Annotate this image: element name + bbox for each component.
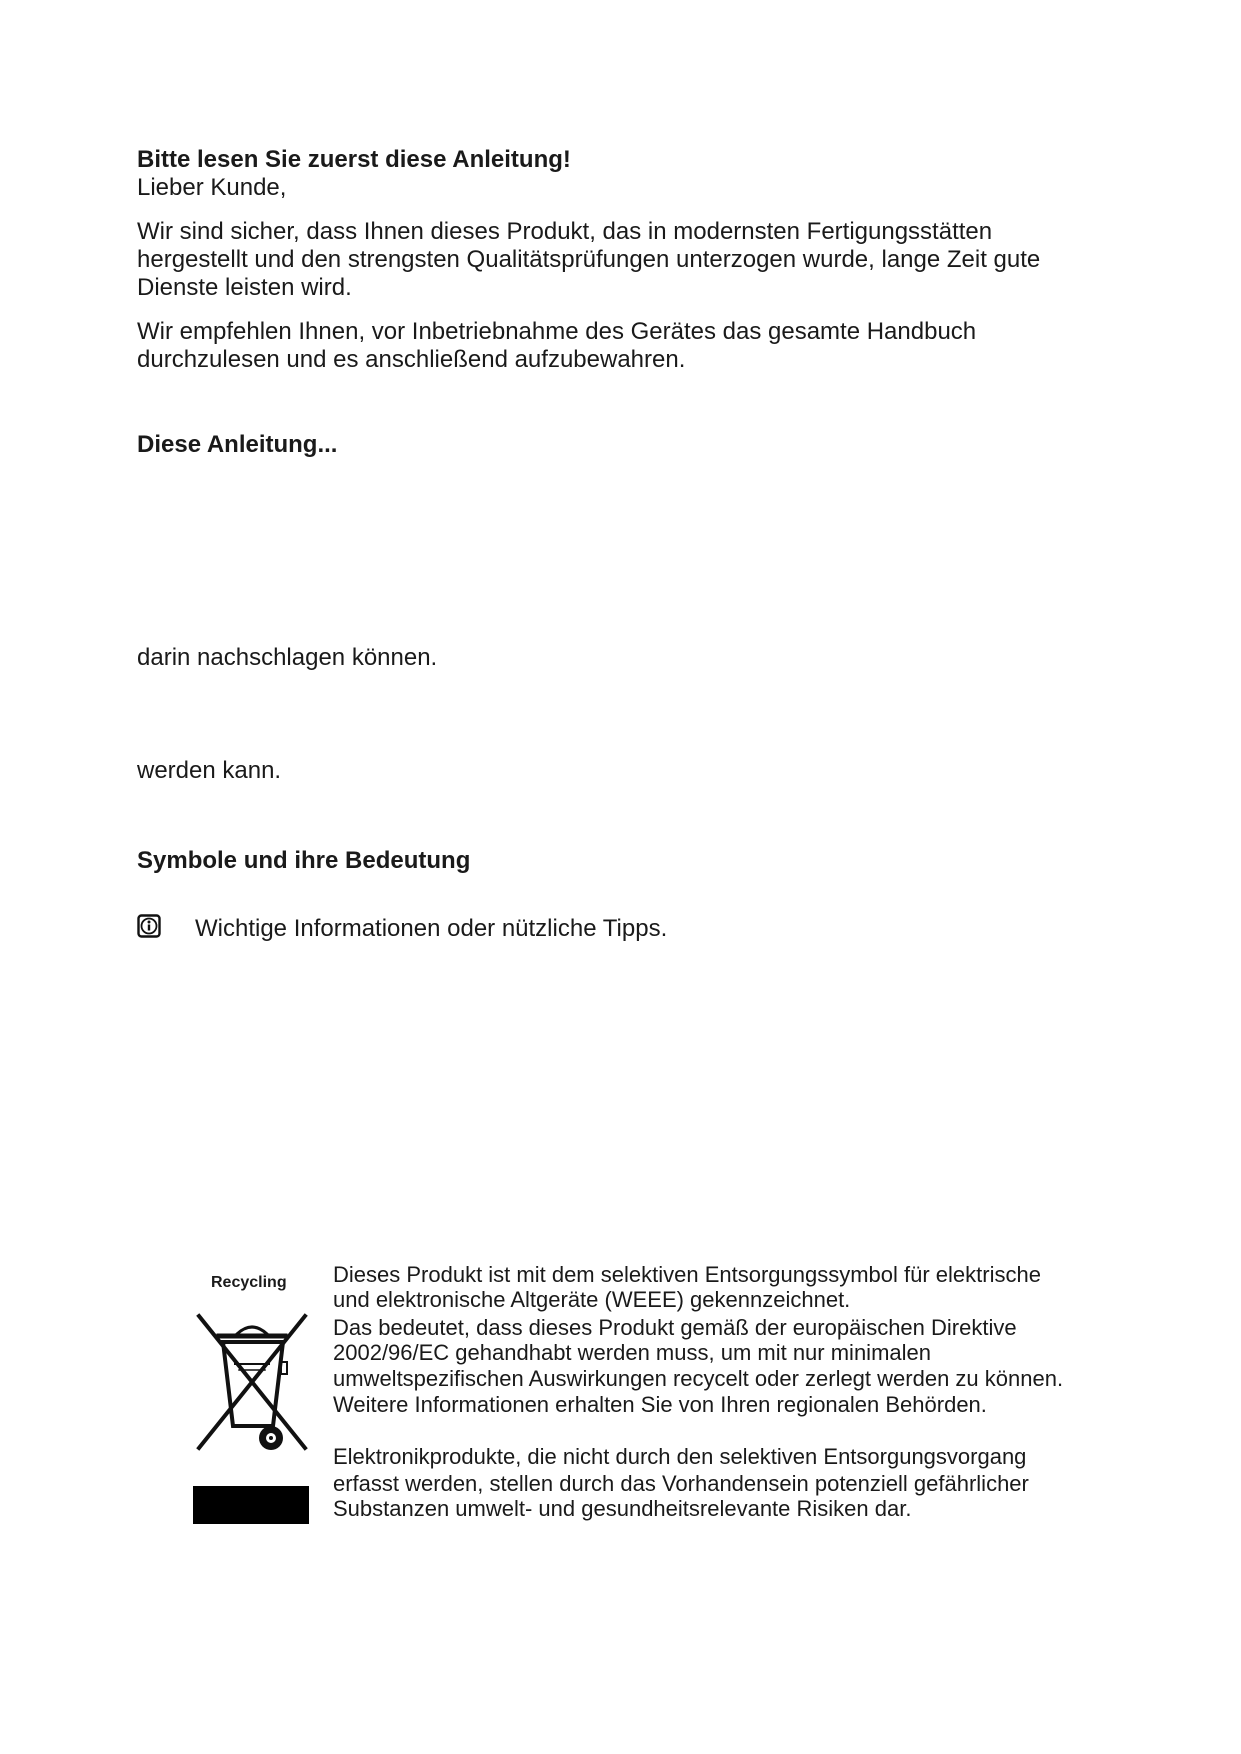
recycling-p3-line-3: Substanzen umwelt- und gesundheitsrelevante Risiken dar. [333, 1496, 912, 1521]
recycling-p2-line-4: Weitere Informationen erhalten Sie von Ihren regionalen Behörden. [333, 1392, 987, 1417]
recycling-p3-line-2: erfasst werden, stellen durch das Vorhandensein potenziell gefährlicher [333, 1471, 1029, 1496]
greeting: Lieber Kunde, [137, 174, 287, 201]
manual-fragment-2: werden kann. [137, 757, 282, 784]
recycling-p2-line-2: 2002/96/EC gehandhabt werden muss, um mit nur minimalen [333, 1340, 931, 1365]
recycling-p1-line-2: und elektronische Altgeräte (WEEE) gekennzeichnet. [333, 1287, 851, 1312]
intro-paragraph-2-line-1: Wir empfehlen Ihnen, vor Inbetriebnahme des Gerätes das gesamte Handbuch [137, 318, 977, 345]
manual-fragment-1: darin nachschlagen können. [137, 644, 438, 671]
recycling-p2-line-1: Das bedeutet, dass dieses Produkt gemäß der europäischen Direktive [333, 1315, 1017, 1340]
crossed-out-wheelie-bin-icon [193, 1312, 311, 1468]
recycling-p1-line-1: Dieses Produkt ist mit dem selektiven Entsorgungssymbol für elektrische [333, 1262, 1041, 1287]
symbols-heading: Symbole und ihre Bedeutung [137, 847, 471, 874]
recycling-p3-line-1: Elektronikprodukte, die nicht durch den selektiven Entsorgungsvorgang [333, 1444, 1027, 1469]
intro-paragraph-2-line-2: durchzulesen und es anschließend aufzubewahren. [137, 346, 686, 373]
recycling-label: Recycling [211, 1274, 287, 1291]
recycling-p2-line-3: umweltspezifischen Auswirkungen recycelt oder zerlegt werden zu können. [333, 1366, 1064, 1391]
info-icon [137, 914, 161, 943]
intro-paragraph-1-line-2: hergestellt und den strengsten Qualitätsprüfungen unterzogen wurde, lange Zeit gute [137, 246, 1041, 273]
intro-paragraph-1-line-3: Dienste leisten wird. [137, 274, 352, 301]
intro-paragraph-1-line-1: Wir sind sicher, dass Ihnen dieses Produkt, das in modernsten Fertigungsstätten [137, 218, 993, 245]
manual-heading: Diese Anleitung... [137, 431, 338, 458]
intro-heading: Bitte lesen Sie zuerst diese Anleitung! [137, 146, 571, 173]
info-text: Wichtige Informationen oder nützliche Tipps. [195, 915, 668, 942]
black-bar [193, 1486, 309, 1524]
